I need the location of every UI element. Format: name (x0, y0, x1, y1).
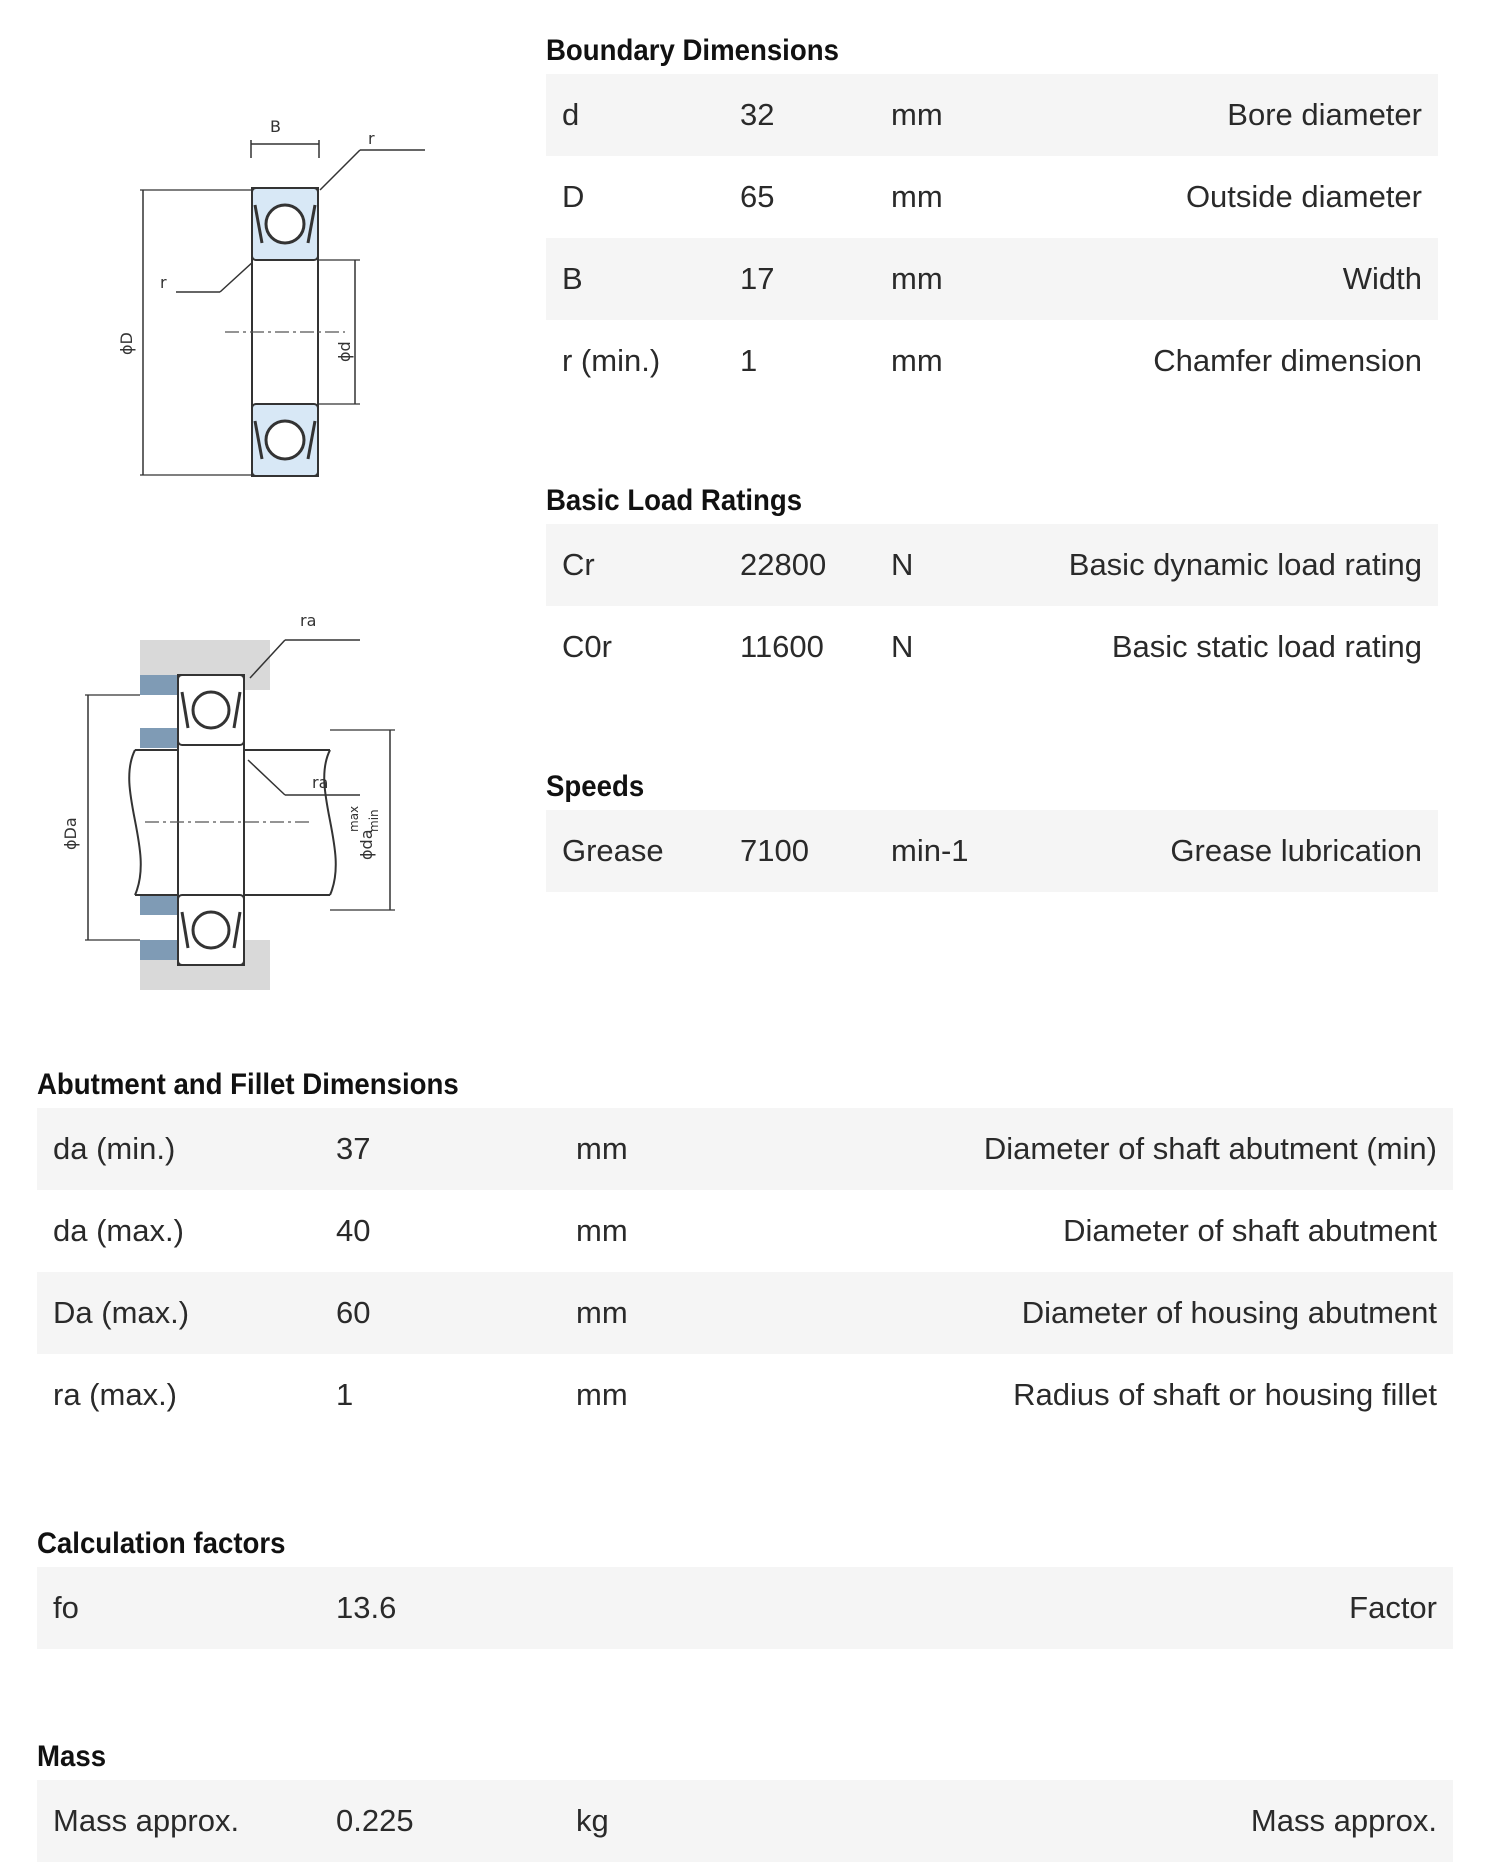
value: 1 (740, 343, 758, 378)
calculation-factors-section (37, 1521, 1453, 1649)
unit: mm (891, 343, 943, 378)
load-ratings-section (546, 478, 1438, 688)
section-title: Calculation factors (37, 1527, 286, 1560)
unit: mm (875, 238, 1035, 320)
chamfer-label-top: r (368, 129, 375, 148)
description: Chamfer dimension (1153, 343, 1422, 378)
value: 11600 (740, 629, 824, 664)
abutment-section (37, 1062, 1453, 1436)
section-title: Boundary Dimensions (546, 34, 839, 67)
table-row (546, 606, 1438, 688)
section-title: Abutment and Fillet Dimensions (37, 1068, 459, 1101)
description: Diameter of housing abutment (800, 1272, 1453, 1354)
value: 1 (336, 1377, 354, 1412)
value: 17 (724, 238, 875, 320)
description: Diameter of shaft abutment (min) (800, 1108, 1453, 1190)
table-row (37, 1108, 1453, 1190)
description: Factor (800, 1567, 1453, 1649)
unit: mm (891, 179, 943, 214)
table-row (37, 1272, 1453, 1354)
symbol: B (546, 238, 724, 320)
boundary-dimensions-section (546, 28, 1438, 402)
description: Radius of shaft or housing fillet (1013, 1377, 1437, 1412)
value: 37 (320, 1108, 560, 1190)
value: 65 (740, 179, 775, 214)
unit: mm (576, 1377, 628, 1412)
value: 7100 (724, 810, 875, 892)
table-row (37, 1780, 1453, 1862)
unit: N (875, 524, 1035, 606)
unit: kg (560, 1780, 800, 1862)
value: 22800 (724, 524, 875, 606)
outer-dia-label: ϕD (117, 332, 136, 355)
housing-dia-label: ϕDa (61, 817, 80, 850)
table-row (546, 810, 1438, 892)
symbol: da (min.) (37, 1108, 320, 1190)
fillet-label-inner: ra (312, 773, 329, 792)
mass-section (37, 1734, 1453, 1862)
description: Diameter of shaft abutment (1063, 1213, 1437, 1248)
value: 32 (724, 74, 875, 156)
abutment-fillet-diagram (60, 600, 450, 1010)
width-label: B (270, 117, 281, 136)
table-row (546, 320, 1438, 402)
symbol: Mass approx. (37, 1780, 320, 1862)
symbol: Grease (546, 810, 724, 892)
unit (560, 1567, 800, 1649)
shaft-dia-label: ϕda (357, 829, 376, 860)
symbol: D (562, 179, 585, 214)
description: Outside diameter (1185, 179, 1422, 214)
boundary-table (546, 74, 1438, 402)
abutment-table (37, 1108, 1453, 1436)
table-row (37, 1567, 1453, 1649)
symbol: r (min.) (562, 343, 661, 378)
symbol: d (546, 74, 724, 156)
unit: mm (560, 1272, 800, 1354)
unit: min-1 (875, 810, 1035, 892)
value: 40 (336, 1213, 371, 1248)
description: Bore diameter (1035, 74, 1438, 156)
table-row (37, 1190, 1453, 1272)
fillet-label-top: ra (300, 611, 317, 630)
section-title: Basic Load Ratings (546, 484, 803, 517)
table-row (546, 524, 1438, 606)
table-row (546, 74, 1438, 156)
bore-dia-label: ϕd (335, 341, 354, 362)
bearing-dimension-diagram (110, 110, 440, 490)
table-row (546, 156, 1438, 238)
description: Mass approx. (800, 1780, 1453, 1862)
calc-table (37, 1567, 1453, 1649)
description: Basic dynamic load rating (1035, 524, 1438, 606)
description: Grease lubrication (1035, 810, 1438, 892)
value: 0.225 (320, 1780, 560, 1862)
chamfer-label-left: r (160, 273, 167, 292)
table-row (37, 1354, 1453, 1436)
description: Basic static load rating (1111, 629, 1422, 664)
load-table (546, 524, 1438, 688)
mass-table (37, 1780, 1453, 1862)
symbol: ra (max.) (53, 1377, 177, 1412)
symbol: C0r (562, 629, 612, 664)
unit: mm (560, 1108, 800, 1190)
section-title: Speeds (546, 770, 645, 803)
min-label: min (367, 809, 381, 832)
speeds-table (546, 810, 1438, 892)
symbol: da (max.) (53, 1213, 184, 1248)
max-label: max (347, 805, 361, 832)
symbol: Da (max.) (37, 1272, 320, 1354)
symbol: fo (37, 1567, 320, 1649)
unit: mm (875, 74, 1035, 156)
value: 13.6 (320, 1567, 560, 1649)
value: 60 (320, 1272, 560, 1354)
speeds-section (546, 764, 1438, 892)
symbol: Cr (546, 524, 724, 606)
description: Width (1035, 238, 1438, 320)
table-row (546, 238, 1438, 320)
unit: mm (576, 1213, 628, 1248)
section-title: Mass (37, 1740, 107, 1773)
unit: N (891, 629, 914, 664)
